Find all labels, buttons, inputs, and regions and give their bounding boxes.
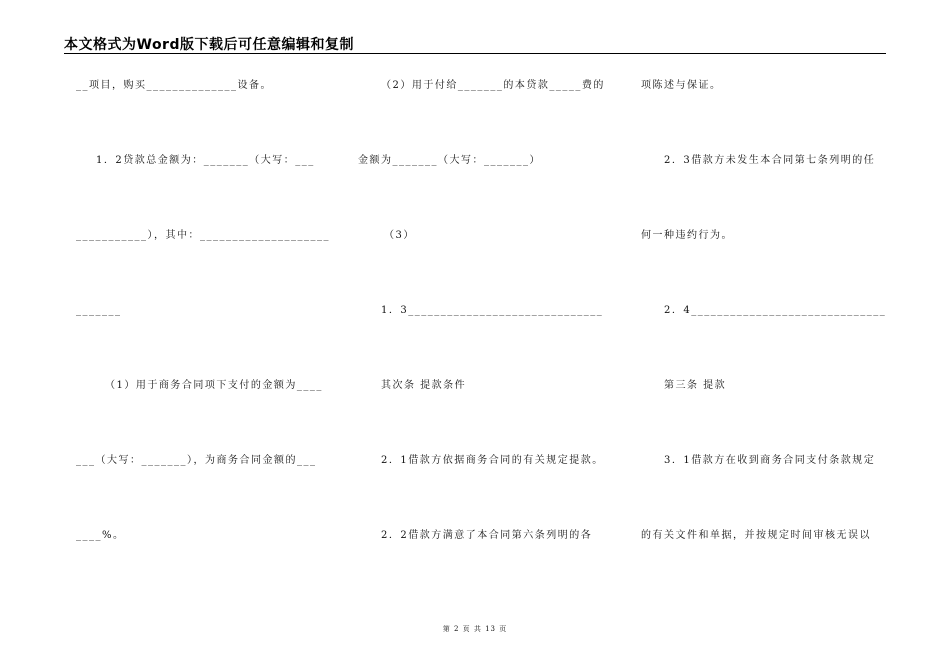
col3-line-2: 2．3借款方未发生本合同第七条列明的任: [664, 155, 876, 166]
header-rule: [64, 53, 886, 54]
col2-line-3: （3）: [384, 230, 415, 241]
document-header-title: 本文格式为Word版下载后可任意编辑和复制: [64, 37, 354, 53]
col1-line-1: __项目，购买______________设备。: [76, 80, 272, 91]
col1-line-3: ___________），其中：____________________: [76, 230, 330, 241]
col1-line-4: _______: [76, 305, 122, 316]
col3-line-5: 第三条 提款: [664, 380, 727, 391]
col3-line-1: 项陈述与保证。: [641, 80, 722, 91]
col2-line-1: （2）用于付给_______的本贷款_____费的: [381, 80, 605, 91]
col3-line-7: 的有关文件和单据，并按规定时间审核无误以: [641, 530, 871, 541]
col2-line-6: 2．1借款方依据商务合同的有关规定提款。: [381, 455, 604, 466]
col1-line-7: ____%。: [76, 530, 125, 541]
page-number-footer: 第 2 页 共 13 页: [442, 625, 508, 633]
col2-line-7: 2．2借款方满意了本合同第六条列明的各: [381, 530, 593, 541]
col1-line-5: （1）用于商务合同项下支付的金额为____: [105, 380, 323, 391]
col3-line-4: 2．4______________________________: [664, 305, 887, 316]
col3-line-6: 3．1借款方在收到商务合同支付条款规定: [664, 455, 876, 466]
col3-line-3: 何一种违约行为。: [641, 230, 733, 241]
col1-line-6: ___（大写：_______），为商务合同金额的___: [76, 455, 317, 466]
col2-line-5: 其次条 提款条件: [381, 380, 467, 391]
col2-line-2: 金额为_______（大写：_______）: [358, 155, 541, 166]
col1-line-2: 1．2贷款总金额为：_______（大写：___: [96, 155, 315, 166]
col2-line-4: 1．3______________________________: [381, 305, 604, 316]
